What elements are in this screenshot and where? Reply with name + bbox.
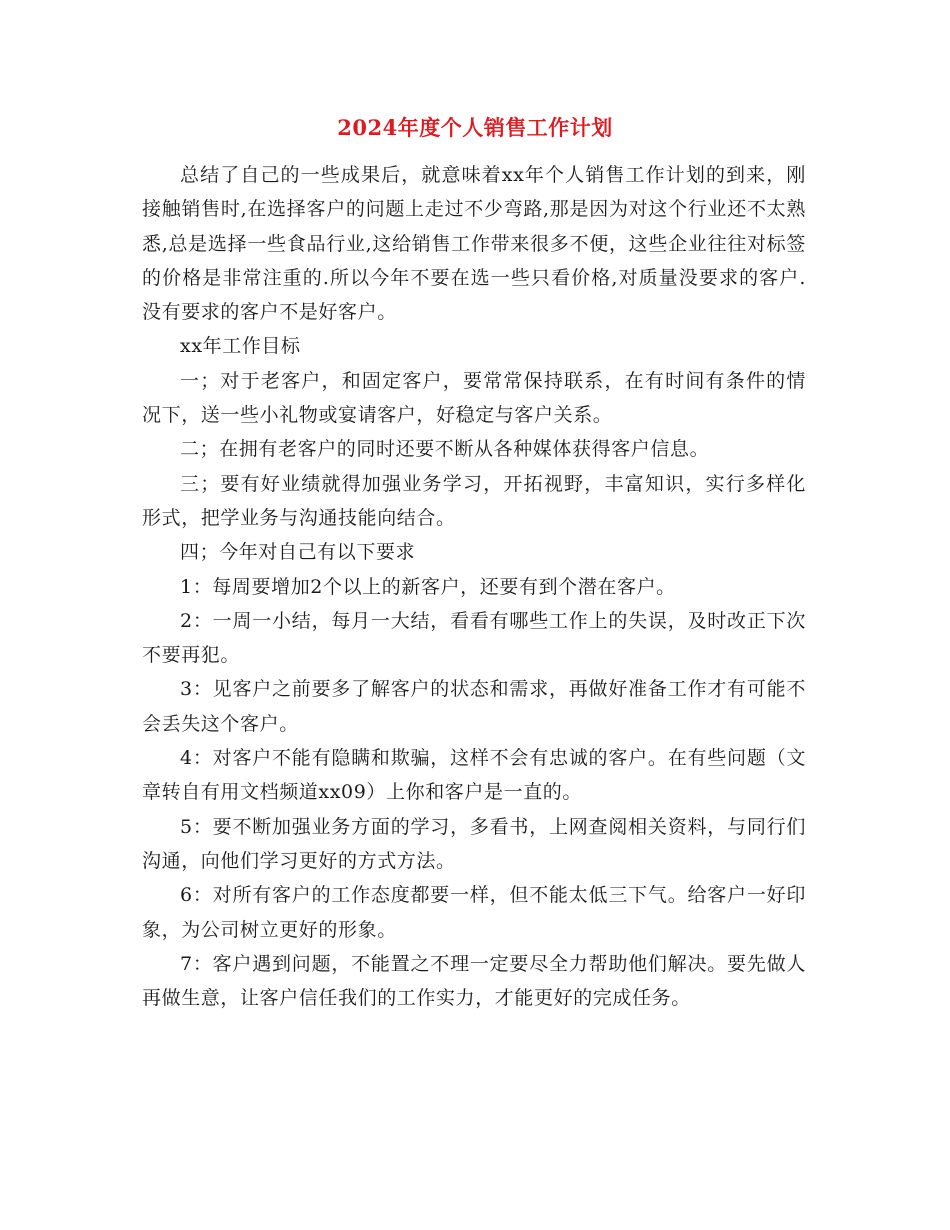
paragraph-requirement-7: 7：客户遇到问题，不能置之不理一定要尽全力帮助他们解决。要先做人再做生意，让客户信任我们的工作实力，才能更好的完成任务。 [142, 952, 806, 1010]
paragraph-requirement-5: 5：要不断加强业务方面的学习，多看书，上网查阅相关资料，与同行们沟通，向他们学习更好的方式方法。 [142, 815, 806, 872]
paragraph-intro: 总结了自己的一些成果后，就意味着xx年个人销售工作计划的到来，刚接触销售时,在选择客户的问题上走过不少弯路,那是因为对这个行业还不太熟悉,总是选择一些食品行业,这给销售工作带来很多不便，这些企业往往对标签的价格是非常注重的.所以今年不要在选一些只看价格,对质量没要求的客户.没有要求的客户不是好客户。 [142, 164, 806, 324]
paragraph-requirement-4: 4：对客户不能有隐瞒和欺骗，这样不会有忠诚的客户。在有些问题（文章转自有用文档频道xx09）上你和客户是一直的。 [142, 747, 806, 804]
paragraph-requirement-6: 6：对所有客户的工作态度都要一样，但不能太低三下气。给客户一好印象，为公司树立更好的形象。 [142, 884, 806, 941]
paragraph-requirement-3: 3：见客户之前要多了解客户的状态和需求，再做好准备工作才有可能不会丢失这个客户。 [142, 678, 806, 735]
paragraph-goal-3: 三；要有好业绩就得加强业务学习，开拓视野，丰富知识，实行多样化形式，把学业务与沟通技能向结合。 [142, 472, 806, 529]
paragraph-goal-1: 一；对于老客户，和固定客户，要常常保持联系，在有时间有条件的情况下，送一些小礼物或宴请客户，好稳定与客户关系。 [142, 369, 806, 427]
document-title: 2024年度个人销售工作计划 [337, 115, 613, 140]
paragraph-goal-heading: xx年工作目标 [180, 335, 301, 358]
paragraph-requirement-2: 2：一周一小结，每月一大结，看看有哪些工作上的失误，及时改正下次不要再犯。 [142, 609, 806, 667]
paragraph-goal-4: 四；今年对自己有以下要求 [180, 541, 416, 564]
paragraph-goal-2: 二；在拥有老客户的同时还要不断从各种媒体获得客户信息。 [180, 438, 710, 461]
document-body [142, 158, 806, 1015]
paragraph-requirement-1: 1：每周要增加2个以上的新客户，还要有到个潜在客户。 [180, 575, 676, 598]
